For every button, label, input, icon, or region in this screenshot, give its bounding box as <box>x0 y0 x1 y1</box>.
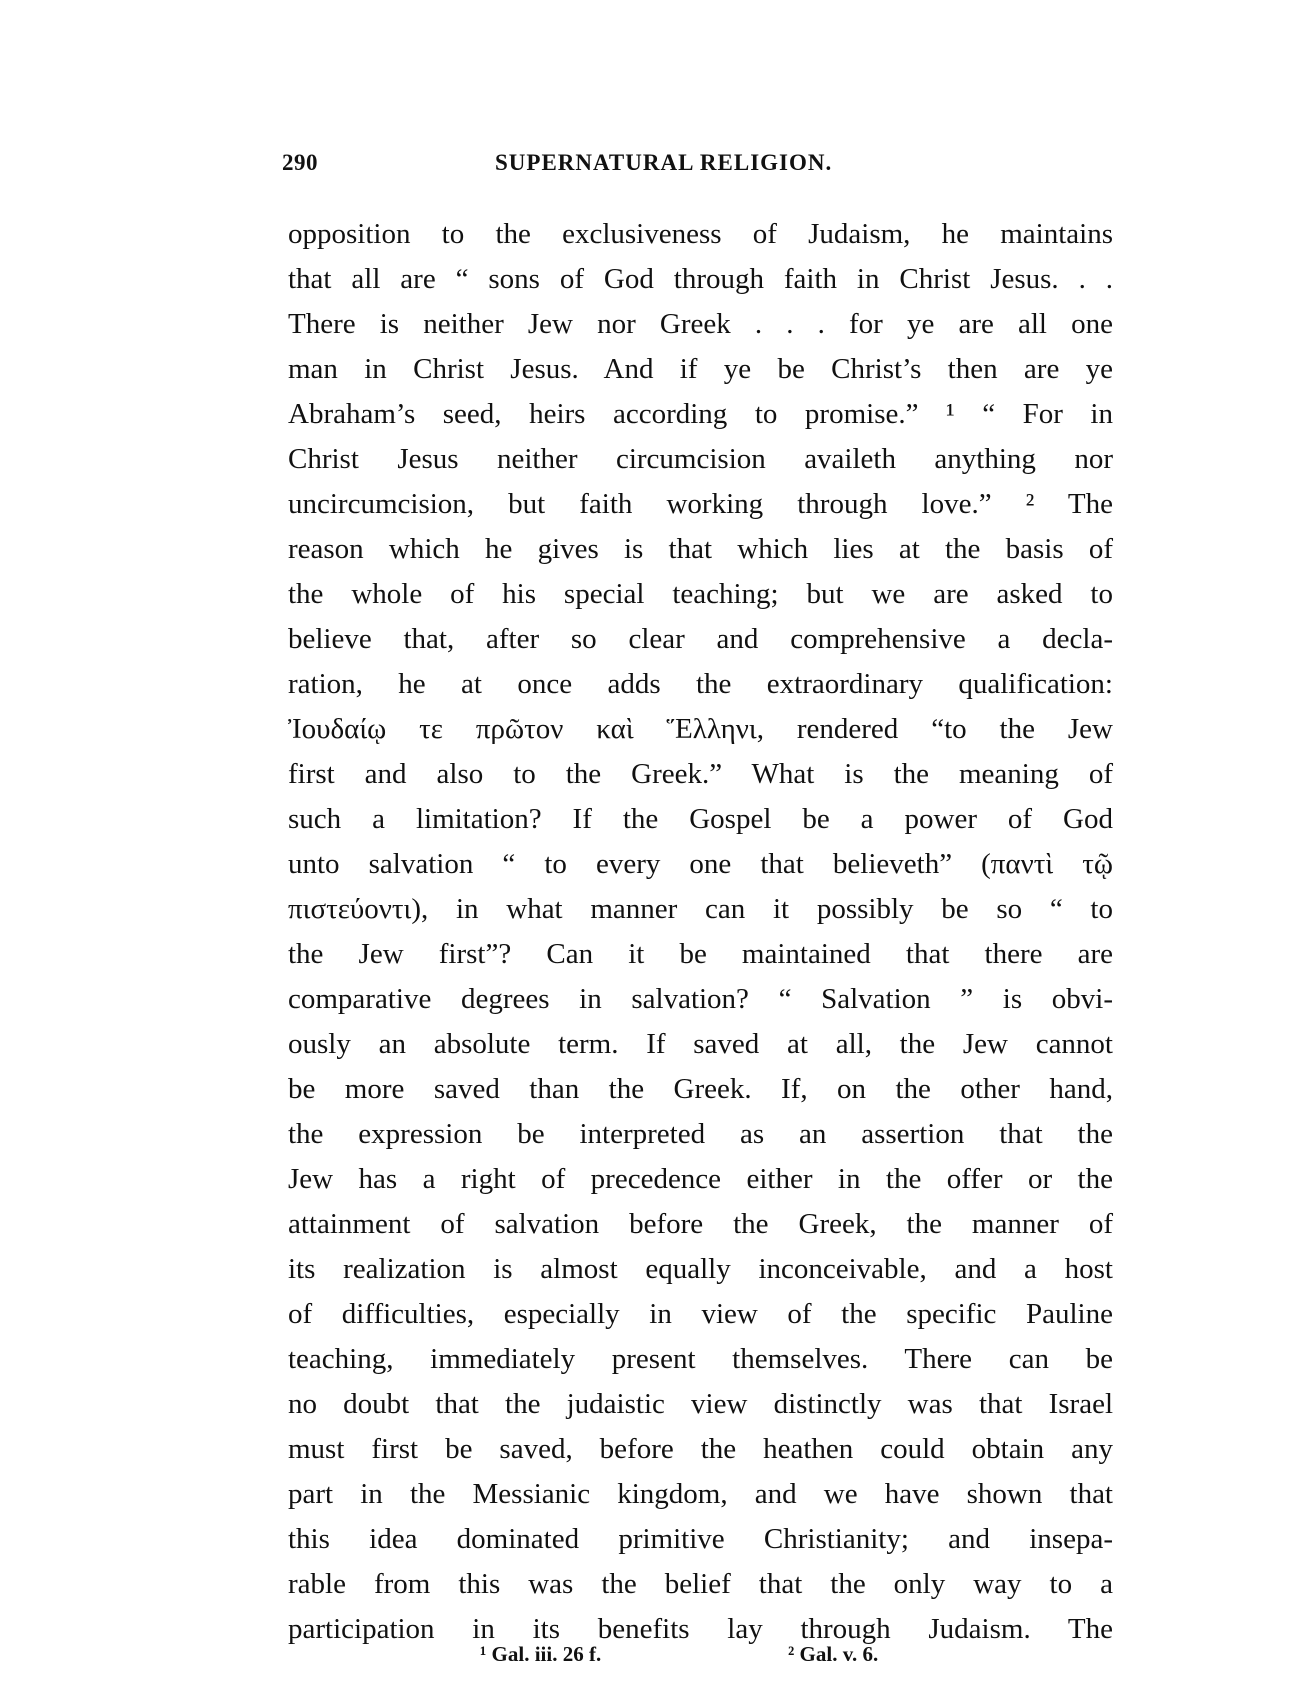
running-title: SUPERNATURAL RELIGION. <box>495 150 833 175</box>
text-line: of difficulties, especially in view of the specific Pauline <box>288 1298 1113 1330</box>
text-line: opposition to the exclusiveness of Judaism, he maintains <box>288 218 1113 250</box>
text-line: first and also to the Greek.” What is the meaning of <box>288 758 1113 790</box>
running-head <box>282 150 1112 184</box>
text-line: must first be saved, before the heathen could obtain any <box>288 1433 1113 1465</box>
text-line: Ἰουδαίῳ τε πρῶτον καὶ Ἕλληνι, rendered “to the Jew <box>288 713 1113 745</box>
text-line: rable from this was the belief that the only way to a <box>288 1568 1113 1600</box>
text-line: Christ Jesus neither circumcision availeth anything nor <box>288 443 1113 475</box>
text-line: attainment of salvation before the Greek, the manner of <box>288 1208 1113 1240</box>
text-line: that all are “ sons of God through faith in Christ Jesus. . . <box>288 263 1113 295</box>
footnote-2: ² Gal. v. 6. <box>788 1642 879 1666</box>
text-line: teaching, immediately present themselves. There can be <box>288 1343 1113 1375</box>
text-line: Abraham’s seed, heirs according to promise.” ¹ “ For in <box>288 398 1113 430</box>
text-line: be more saved than the Greek. If, on the other hand, <box>288 1073 1113 1105</box>
text-line: reason which he gives is that which lies at the basis of <box>288 533 1113 565</box>
text-line: participation in its benefits lay through Judaism. The <box>288 1613 1113 1645</box>
text-line: unto salvation “ to every one that believeth” (παντὶ τῷ <box>288 848 1113 880</box>
text-line: Jew has a right of precedence either in the offer or the <box>288 1163 1113 1195</box>
footnote-1: ¹ Gal. iii. 26 f. <box>480 1642 602 1666</box>
text-line: such a limitation? If the Gospel be a power of God <box>288 803 1113 835</box>
text-line: πιστεύοντι), in what manner can it possibly be so “ to <box>288 893 1113 925</box>
page-number: 290 <box>282 150 318 175</box>
text-line: the whole of his special teaching; but we are asked to <box>288 578 1113 610</box>
text-line: uncircumcision, but faith working through love.” ² The <box>288 488 1113 520</box>
text-line: ously an absolute term. If saved at all, the Jew cannot <box>288 1028 1113 1060</box>
text-line: comparative degrees in salvation? “ Salvation ” is obvi- <box>288 983 1113 1015</box>
text-line: There is neither Jew nor Greek . . . for ye are all one <box>288 308 1113 340</box>
text-line: its realization is almost equally inconceivable, and a host <box>288 1253 1113 1285</box>
body-text <box>288 212 1113 1652</box>
text-line: the expression be interpreted as an assertion that the <box>288 1118 1113 1150</box>
text-line: man in Christ Jesus. And if ye be Christ’s then are ye <box>288 353 1113 385</box>
footnotes <box>480 1642 1000 1674</box>
text-line: this idea dominated primitive Christianity; and insepa- <box>288 1523 1113 1555</box>
text-line: believe that, after so clear and comprehensive a decla- <box>288 623 1113 655</box>
text-line: ration, he at once adds the extraordinary qualification: <box>288 668 1113 700</box>
text-line: part in the Messianic kingdom, and we have shown that <box>288 1478 1113 1510</box>
text-line: the Jew first”? Can it be maintained that there are <box>288 938 1113 970</box>
text-line: no doubt that the judaistic view distinctly was that Israel <box>288 1388 1113 1420</box>
